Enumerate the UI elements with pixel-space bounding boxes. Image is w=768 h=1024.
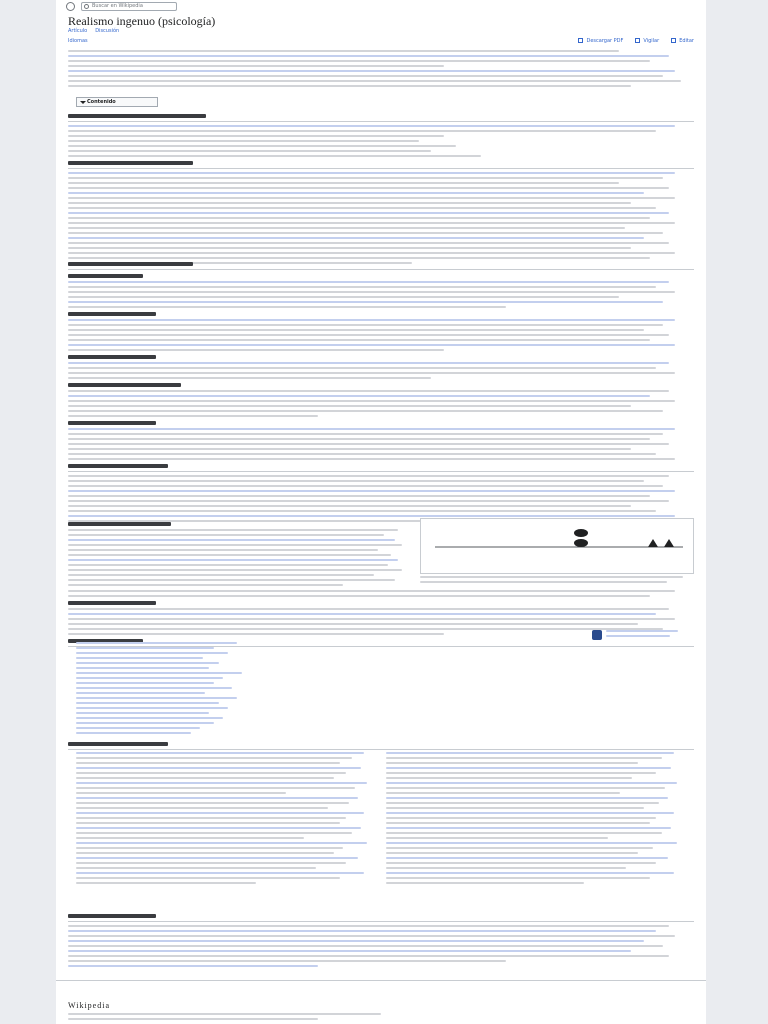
text-line[interactable] xyxy=(68,212,669,214)
text-line xyxy=(68,85,631,87)
text-line xyxy=(68,443,669,445)
text-line xyxy=(68,945,663,947)
content-middle xyxy=(68,258,694,525)
toc-label: Contenido xyxy=(87,99,116,105)
text-line[interactable] xyxy=(76,647,214,649)
portal-icon xyxy=(592,630,602,640)
text-line xyxy=(68,232,663,234)
text-line[interactable] xyxy=(68,281,669,283)
text-line xyxy=(76,862,346,864)
text-line xyxy=(68,405,631,407)
figure-diagram xyxy=(421,519,695,575)
text-line xyxy=(68,80,681,82)
text-line[interactable] xyxy=(76,722,214,724)
text-line xyxy=(68,438,650,440)
text-line xyxy=(76,877,340,879)
text-line xyxy=(68,155,481,157)
text-line[interactable] xyxy=(68,319,675,321)
see-also-list xyxy=(76,642,686,737)
text-line[interactable] xyxy=(76,797,358,799)
section-heading xyxy=(68,742,168,746)
watch-button[interactable] xyxy=(635,38,659,44)
text-line xyxy=(386,847,653,849)
text-line xyxy=(68,960,506,962)
text-line xyxy=(76,817,346,819)
text-line xyxy=(386,757,662,759)
text-line xyxy=(68,50,619,52)
text-line xyxy=(68,500,669,502)
page-title: Realismo ingenuo (psicología) xyxy=(68,14,216,28)
search-placeholder: Buscar en Wikipedia xyxy=(92,3,143,9)
page-toolbar xyxy=(68,36,694,45)
section-heading xyxy=(68,464,168,468)
section-heading xyxy=(68,262,193,266)
text-line xyxy=(68,549,378,551)
text-line[interactable] xyxy=(386,827,671,829)
text-line[interactable] xyxy=(606,635,670,637)
portal-box[interactable] xyxy=(592,628,686,642)
text-line xyxy=(76,882,256,884)
text-line xyxy=(68,207,656,209)
text-line[interactable] xyxy=(76,717,223,719)
text-line xyxy=(386,807,644,809)
text-line xyxy=(68,529,398,531)
text-line xyxy=(76,807,328,809)
text-line xyxy=(68,579,395,581)
text-line xyxy=(68,410,663,412)
text-line xyxy=(76,757,352,759)
figure-image[interactable] xyxy=(420,518,694,574)
text-line[interactable] xyxy=(76,642,237,644)
text-line xyxy=(386,877,650,879)
text-line xyxy=(68,242,669,244)
text-line[interactable] xyxy=(76,687,232,689)
text-line[interactable] xyxy=(76,712,209,714)
download-icon xyxy=(578,38,583,43)
content-upper xyxy=(68,110,694,267)
text-line xyxy=(68,150,431,152)
section-heading xyxy=(68,914,156,918)
text-line[interactable] xyxy=(76,752,364,754)
text-line xyxy=(68,377,431,379)
text-line[interactable] xyxy=(76,672,242,674)
text-line xyxy=(76,762,340,764)
text-line[interactable] xyxy=(386,857,668,859)
text-line xyxy=(76,802,349,804)
text-line[interactable] xyxy=(76,782,367,784)
text-line[interactable] xyxy=(76,857,358,859)
references-list xyxy=(76,752,686,887)
edit-label: Editar xyxy=(679,37,694,44)
divider xyxy=(68,121,694,122)
section-heading xyxy=(68,355,156,359)
text-line xyxy=(68,202,631,204)
text-line xyxy=(76,777,334,779)
text-line xyxy=(68,75,663,77)
text-line xyxy=(386,837,608,839)
text-line xyxy=(68,453,656,455)
article-page xyxy=(56,0,706,1024)
text-line xyxy=(68,187,669,189)
text-line xyxy=(68,367,656,369)
pencil-icon xyxy=(671,38,676,43)
text-line xyxy=(386,822,650,824)
text-line[interactable] xyxy=(76,767,361,769)
text-line xyxy=(68,590,675,592)
text-line[interactable] xyxy=(68,613,656,615)
text-line xyxy=(68,955,669,957)
text-line[interactable] xyxy=(68,55,669,57)
text-line xyxy=(68,935,675,937)
text-line xyxy=(386,772,656,774)
text-line xyxy=(386,862,656,864)
wikipedia-wordmark[interactable]: Wikipedia xyxy=(68,1001,110,1010)
text-line xyxy=(76,837,304,839)
text-line xyxy=(386,792,620,794)
text-line xyxy=(76,772,346,774)
text-line[interactable] xyxy=(76,842,367,844)
text-line xyxy=(68,140,419,142)
text-line[interactable] xyxy=(68,965,318,967)
text-line xyxy=(386,817,656,819)
section-heading xyxy=(68,522,171,526)
lead-section xyxy=(68,50,694,90)
languages-label: Idiomas xyxy=(68,37,88,44)
text-line xyxy=(68,334,669,336)
text-line[interactable] xyxy=(386,782,677,784)
text-line xyxy=(68,145,456,147)
text-line[interactable] xyxy=(68,395,650,397)
further-reading-section xyxy=(68,910,694,970)
text-line xyxy=(76,792,286,794)
text-line xyxy=(68,182,619,184)
text-line[interactable] xyxy=(68,930,656,932)
text-line[interactable] xyxy=(76,662,219,664)
text-line xyxy=(76,852,334,854)
text-line xyxy=(76,847,343,849)
download-pdf-label: Descargar PDF xyxy=(586,37,624,44)
text-line xyxy=(68,505,631,507)
tab-article[interactable]: Artículo xyxy=(68,28,88,34)
divider xyxy=(68,269,694,270)
text-line xyxy=(68,252,675,254)
text-line xyxy=(68,400,675,402)
text-line[interactable] xyxy=(76,812,364,814)
text-line xyxy=(68,286,656,288)
text-line[interactable] xyxy=(76,697,237,699)
text-line xyxy=(76,832,352,834)
text-line xyxy=(68,633,444,635)
text-line xyxy=(68,574,374,576)
text-line xyxy=(68,569,402,571)
text-line xyxy=(68,296,619,298)
text-line xyxy=(68,390,669,392)
text-line xyxy=(386,802,659,804)
text-line[interactable] xyxy=(76,827,361,829)
section-heading xyxy=(68,312,156,316)
text-line xyxy=(68,584,343,586)
text-line xyxy=(68,1013,381,1015)
text-line[interactable] xyxy=(76,732,191,734)
text-line xyxy=(68,608,669,610)
text-line xyxy=(76,867,316,869)
text-line[interactable] xyxy=(76,707,228,709)
text-line xyxy=(68,554,391,556)
text-line xyxy=(68,306,506,308)
text-line xyxy=(68,534,384,536)
text-line xyxy=(68,217,650,219)
text-line[interactable] xyxy=(68,237,644,239)
text-line xyxy=(68,448,631,450)
text-line xyxy=(68,623,638,625)
text-line xyxy=(68,510,656,512)
figure xyxy=(420,518,694,584)
text-line[interactable] xyxy=(68,344,675,346)
watch-label: Vigilar xyxy=(643,37,660,44)
text-line[interactable] xyxy=(76,692,205,694)
text-line xyxy=(68,595,650,597)
text-line[interactable] xyxy=(76,702,219,704)
toc-toggle[interactable] xyxy=(76,97,158,107)
text-line xyxy=(68,60,650,62)
references-heading xyxy=(68,738,694,753)
text-line xyxy=(68,480,644,482)
text-line xyxy=(68,372,675,374)
chevron-down-icon xyxy=(80,101,86,104)
text-line xyxy=(68,177,663,179)
text-line[interactable] xyxy=(68,362,669,364)
wikipedia-logo-icon[interactable] xyxy=(66,2,75,11)
text-line xyxy=(68,227,625,229)
text-line xyxy=(68,618,675,620)
text-line[interactable] xyxy=(76,682,214,684)
text-line xyxy=(386,882,584,884)
text-line[interactable] xyxy=(76,872,364,874)
tab-discussion[interactable]: Discusión xyxy=(95,28,120,34)
content-beside-figure xyxy=(68,518,412,589)
text-line xyxy=(68,628,663,630)
text-line[interactable] xyxy=(606,630,678,632)
text-line xyxy=(68,339,650,341)
text-line xyxy=(386,762,638,764)
search-icon xyxy=(84,4,89,9)
text-line[interactable] xyxy=(76,657,203,659)
text-line xyxy=(68,222,675,224)
text-line[interactable] xyxy=(386,767,671,769)
text-line[interactable] xyxy=(76,727,200,729)
text-line xyxy=(68,495,650,497)
text-line xyxy=(420,576,683,578)
text-line xyxy=(420,581,667,583)
text-line[interactable] xyxy=(68,428,675,430)
search-input[interactable] xyxy=(81,2,177,11)
text-line xyxy=(68,433,663,435)
text-line xyxy=(68,485,663,487)
section-heading xyxy=(68,601,156,605)
section-heading xyxy=(68,114,206,118)
text-line[interactable] xyxy=(68,172,675,174)
text-line xyxy=(68,544,402,546)
text-line xyxy=(68,1018,318,1020)
text-line xyxy=(386,787,665,789)
text-line xyxy=(68,135,444,137)
text-line[interactable] xyxy=(386,872,674,874)
text-line xyxy=(68,329,644,331)
text-line xyxy=(68,925,669,927)
top-bar xyxy=(56,0,706,13)
divider xyxy=(68,921,694,922)
text-line xyxy=(68,458,675,460)
text-line[interactable] xyxy=(76,677,223,679)
text-line xyxy=(68,324,663,326)
text-line[interactable] xyxy=(386,797,668,799)
section-heading xyxy=(68,161,193,165)
text-line[interactable] xyxy=(68,192,644,194)
text-line xyxy=(68,349,444,351)
edit-button[interactable] xyxy=(671,38,694,44)
page-footer xyxy=(56,980,706,1024)
text-line[interactable] xyxy=(68,539,395,541)
text-line xyxy=(386,852,638,854)
text-line[interactable] xyxy=(68,125,675,127)
figure-caption xyxy=(420,576,694,586)
download-pdf-button[interactable] xyxy=(578,38,623,44)
text-line xyxy=(68,197,675,199)
section-heading xyxy=(68,383,181,387)
languages-button[interactable] xyxy=(68,38,88,44)
text-line xyxy=(68,564,388,566)
page-tabs xyxy=(68,28,119,34)
text-line xyxy=(76,822,340,824)
text-line[interactable] xyxy=(68,515,675,517)
text-line[interactable] xyxy=(386,752,674,754)
text-line[interactable] xyxy=(386,812,674,814)
text-line xyxy=(68,247,631,249)
text-line[interactable] xyxy=(68,70,675,72)
text-line[interactable] xyxy=(76,667,209,669)
section-heading xyxy=(68,421,156,425)
text-line[interactable] xyxy=(386,842,677,844)
divider xyxy=(68,471,694,472)
text-line[interactable] xyxy=(76,652,228,654)
text-line[interactable] xyxy=(68,301,663,303)
text-line xyxy=(76,787,355,789)
text-line[interactable] xyxy=(68,940,644,942)
text-line xyxy=(386,867,626,869)
text-line[interactable] xyxy=(68,950,631,952)
text-line xyxy=(386,832,662,834)
text-line xyxy=(68,65,444,67)
star-icon xyxy=(635,38,640,43)
section-heading xyxy=(68,274,143,278)
text-line xyxy=(68,130,656,132)
text-line xyxy=(68,475,669,477)
text-line xyxy=(386,777,632,779)
text-line[interactable] xyxy=(68,559,398,561)
text-line xyxy=(68,415,318,417)
text-line xyxy=(68,291,675,293)
divider xyxy=(68,749,694,750)
text-line[interactable] xyxy=(68,490,675,492)
divider xyxy=(68,168,694,169)
